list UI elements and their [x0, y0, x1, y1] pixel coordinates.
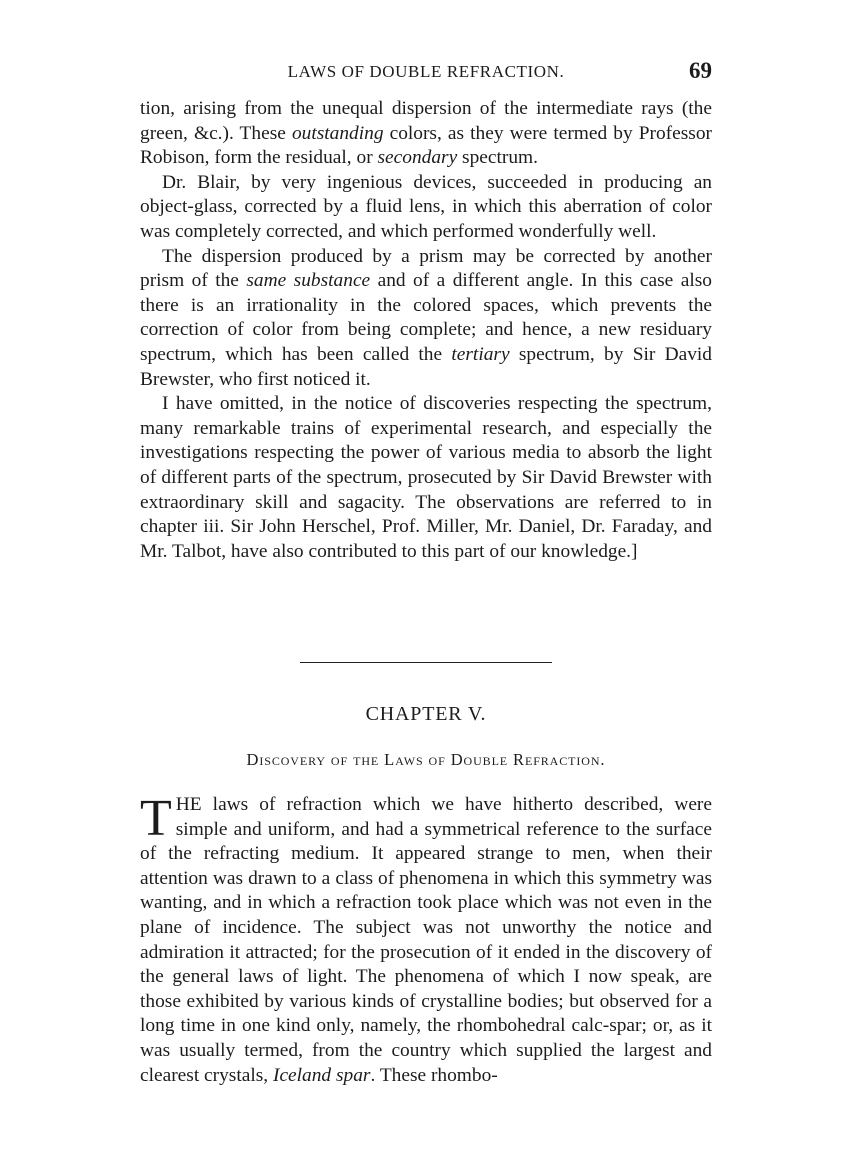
italic-term: tertiary	[451, 343, 510, 365]
page-number: 69	[689, 58, 712, 83]
text-run: tion, arising from the unequal dispersion of the intermediate rays (the green, &c.). These	[140, 98, 712, 144]
section-divider	[300, 662, 552, 663]
paragraph-prism-dispersion	[140, 245, 712, 393]
text-run: spectrum.	[457, 147, 538, 169]
text-run: spectrum, by Sir David Brewster, who first noticed it.	[140, 343, 712, 390]
paragraph-blair: Dr. Blair, by very ingenious devices, succeeded in producing an object-glass, corrected by a fluid lens, in which this aberration of color was completely corrected, and which performed wonderfully well.	[140, 171, 712, 242]
italic-term: outstanding	[291, 122, 384, 144]
running-head	[140, 58, 712, 86]
running-title: LAWS OF DOUBLE REFRACTION.	[287, 62, 565, 81]
chapter-title: CHAPTER V.	[365, 703, 487, 725]
italic-term: Iceland spar	[272, 1064, 371, 1086]
chapter-body	[140, 790, 712, 1088]
text-run: and of a different angle. In this case also there is an irrationality in the colored spaces, which prevents the correction of color from being complete; and hence, a new residuary spectrum, which has been called the	[140, 270, 712, 365]
paragraph-continuation	[140, 97, 712, 171]
paragraph-omitted-research: I have omitted, in the notice of discoveries respecting the spectrum, many remarkable trains of experimental research, and especially the investigations respecting the power of various media to absorb the light of different parts of the spectrum, prosecuted by Sir David Brewster with extraordinary skill and sagacity. The observations are referred to in chapter iii. Sir John Herschel, Prof. Miller, Mr. Daniel, Dr. Faraday, and Mr. Talbot, have also contributed to this part of our knowledge.]	[140, 393, 712, 562]
chapter-subtitle: Discovery of the Laws of Double Refraction.	[246, 750, 606, 769]
text-run: HE laws of refraction which we have hitherto described, were simple and uniform, and had a symmetrical reference to the surface of the refracting medium. It appeared strange to men, when their attention was drawn to a class of phenomena in which this symmetry was wanting, and in which a refraction took place which was not even in the plane of incidence. The subject was not unworthy the notice and admiration it attracted; for the prosecution of it ended in the discovery of the general laws of light. The phenomena of which I now speak, are those exhibited by various kinds of crystalline bodies; but observed for a long time in one kind only, namely, the rhombohedral calc-spar; or, as it was usually termed, from the country which supplied the largest and clearest crystals,	[140, 794, 712, 1086]
italic-term: same substance	[246, 270, 371, 292]
text-run: The dispersion produced by a prism may be corrected by another prism of the	[140, 245, 712, 292]
text-run: . These rhombo-	[370, 1064, 498, 1086]
text-run: colors, as they were termed by Professor Robison, form the residual, or	[140, 122, 712, 169]
continued-section	[140, 97, 712, 564]
paragraph-chapter-opening	[140, 790, 712, 1088]
drop-cap: T	[140, 790, 172, 847]
italic-term: secondary	[377, 147, 458, 169]
